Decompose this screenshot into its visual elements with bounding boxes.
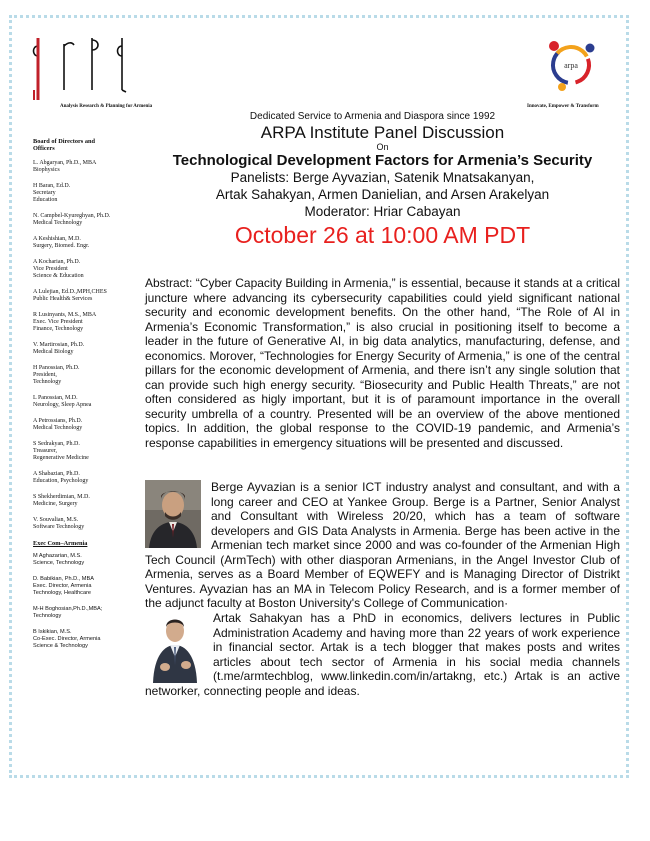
right-logo-tagline: Innovate, Empower & Transform <box>527 104 599 109</box>
on-label: On <box>376 142 389 152</box>
member-line: Surgery, Biomed. Engr. <box>33 243 90 249</box>
member-line: M-H Boghosian,Ph.D.,MBA; <box>33 606 103 612</box>
member-line: R Lusinyants, M.S., MBA <box>33 312 97 318</box>
bio-berge <box>145 480 620 611</box>
board-member <box>33 471 145 485</box>
board-member <box>33 236 145 250</box>
board-member <box>33 553 145 567</box>
panelists-line-1: Panelists: Berge Ayvazian, Satenik Mnatsakanyan, <box>230 170 535 185</box>
artak-photo <box>145 611 205 683</box>
member-line: Finance, Technology <box>33 326 84 332</box>
exec-com-heading: Exec Com–Armenia <box>33 540 88 547</box>
member-line: Technology, Healthcare <box>33 590 92 596</box>
member-line: S Sedrakyan, Ph.D. <box>33 441 80 447</box>
member-line: Science & Education <box>33 273 84 279</box>
talk-title: Technological Development Factors for Armenia’s Security <box>172 152 593 169</box>
member-line: Public Health& Services <box>33 296 93 302</box>
member-line: Science & Technology <box>33 643 88 649</box>
board-member <box>33 494 145 508</box>
board-member-list <box>33 160 145 531</box>
dedicated-line: Dedicated Service to Armenia and Diaspora since 1992 <box>249 111 496 122</box>
board-member <box>33 259 145 280</box>
artak-bio-text: Artak Sahakyan has a PhD in economics, delivers lectures in Public Administration Academy and having more than 22 years of work experience in financial sector. Artak is a tech blogger that makes posts and writes articles about tech sector of Armenia in his social media channels (t.me/armtechblog, www.linkedin.com/in/artakng, etc.) Artak is an active networker, connecting people and ideas. <box>145 611 620 698</box>
member-line: A Shabazian, Ph.D. <box>33 471 80 477</box>
member-line: M Aghazarian, M.S. <box>33 553 82 559</box>
member-line: A Petrossians, Ph.D. <box>33 418 83 424</box>
event-header <box>160 111 605 248</box>
arpa-emblem-icon <box>540 32 602 94</box>
member-line: V. Martirosian, Ph.D. <box>33 342 85 348</box>
member-line: Medical Technology <box>33 425 83 431</box>
member-line: Treasurer, <box>33 448 58 454</box>
member-line: V. Souvalian, M.S. <box>33 517 79 523</box>
portrait-icon <box>145 480 201 548</box>
berge-photo <box>145 480 201 548</box>
board-member <box>33 213 145 227</box>
board-member <box>33 312 145 333</box>
arpa-letters-icon <box>30 30 140 102</box>
member-line: Exec. Director, Armenia <box>33 583 92 589</box>
member-line: H Baran, Ed.D. <box>33 183 71 189</box>
board-member <box>33 160 145 174</box>
member-line: D. Babikian, Ph.D., MBA <box>33 576 94 582</box>
arpa-logo-left <box>30 30 140 108</box>
board-member <box>33 365 145 386</box>
member-line: Biophysics <box>33 167 60 173</box>
member-line: H Panossian, Ph.D. <box>33 365 80 371</box>
member-line: Co-Exec. Director, Armenia <box>33 636 101 642</box>
member-line: A Lulejian, Ed.D.,MPH,CHES <box>33 289 107 295</box>
board-member <box>33 517 145 531</box>
moderator-line: Moderator: Hriar Cabayan <box>304 204 461 219</box>
board-member <box>33 606 145 620</box>
exec-member-list <box>33 553 145 650</box>
board-member <box>33 342 145 356</box>
member-line: President, <box>33 372 57 378</box>
board-heading: Board of Directors and Officers <box>33 138 95 152</box>
member-line: Technology <box>33 379 62 385</box>
panelists-line-2: Artak Sahakyan, Armen Danielian, and Arsen Arakelyan <box>215 187 550 202</box>
member-line: A Kocharian, Ph.D. <box>33 259 81 265</box>
member-line: Medical Biology <box>33 349 74 355</box>
member-line: Medicine, Surgery <box>33 501 78 507</box>
bio-artak <box>145 611 620 698</box>
board-member <box>33 183 145 204</box>
abstract-paragraph: Abstract: “Cyber Capacity Building in Armenia,” is essential, because it stands at a critical juncture where advancing its cybersecurity capabilities could yield significant national security and economic development benefits. On the other hand, “The Role of AI in Armenia’s Economic Transformation,” is also crucial in positioning itself to become a leader in the future of Generative AI, in big data analytics, manufacturing, defense, and economics. Morover, “Technologies for Energy Security of Armenia,” is one of the central pillars for the economic development of Armenia, and there isn’t any single solution that can provide such high energy security. “Biosecurity and Public Health Threats,” are not often considered as higly important, but it is of paramount importance in the overall security umbrella of a country. Presented will be an overview of the above mentioned topics. In addition, the global response to the COVID-19 pandemic, and Armenia’s response capabilities in emergency situations will be presented and discussed. <box>145 276 620 450</box>
member-line: N. Campbel-Kyureghyan, Ph.D. <box>33 213 111 219</box>
board-member <box>33 395 145 409</box>
member-line: S Shekherdimian, M.D. <box>33 494 90 500</box>
board-member <box>33 441 145 462</box>
event-title: ARPA Institute Panel Discussion <box>260 123 505 142</box>
board-member <box>33 289 145 303</box>
member-line: Software Technology <box>33 524 85 530</box>
arpa-logo-right <box>540 32 602 94</box>
event-date: October 26 at 10:00 AM PDT <box>234 222 531 248</box>
portrait-icon <box>145 611 205 683</box>
board-member <box>33 576 145 597</box>
member-line: Education <box>33 197 58 203</box>
member-line: Science, Technology <box>33 560 85 566</box>
board-member <box>33 629 145 650</box>
member-line: L. Abgaryan, Ph.D., MBA <box>33 160 97 166</box>
member-line: Education, Psychology <box>33 478 89 484</box>
board-member <box>33 418 145 432</box>
member-line: Exec. Vice President <box>33 319 83 325</box>
member-line: Vice President <box>33 266 68 272</box>
member-line: L Panossian, M.D. <box>33 395 78 401</box>
board-sidebar <box>33 138 145 659</box>
member-line: Secretary <box>33 190 56 196</box>
member-line: Medical Technology <box>33 220 83 226</box>
member-line: Technology <box>33 613 62 619</box>
left-logo-tagline: Analysis Research & Planning for Armenia <box>60 104 153 109</box>
member-line: Regenerative Medicine <box>33 455 89 461</box>
member-line: A Keshishian, M.D. <box>33 236 81 242</box>
member-line: B Iskikian, M.S. <box>33 629 72 635</box>
member-line: Neurology, Sleep Apnea <box>33 402 92 408</box>
berge-bio-text: Berge Ayvazian is a senior ICT industry analyst and consultant, and with a long career and CEO at Yankee Group. Berge is a Partner, Senior Analyst and Consultant with Wireless 20/20, which has a team of software developers and GIS Data Analysts in Armenia. Berge has been active in the Armenian tech market since 2000 and was co-founder of the Armenian High Tech Council (ArmTech) with other diasporan Armenians, in the Angel Investor Club of Armenia, serves as a Board Member of EQWEFY and is Managing Director of Distrikt Ventures. Ayvazian has an MA in Telecom Policy Research, and is a former member of the adjunct faculty at Boston University's College of Communication· <box>145 480 620 610</box>
svg-text:arpa: arpa <box>564 61 578 70</box>
